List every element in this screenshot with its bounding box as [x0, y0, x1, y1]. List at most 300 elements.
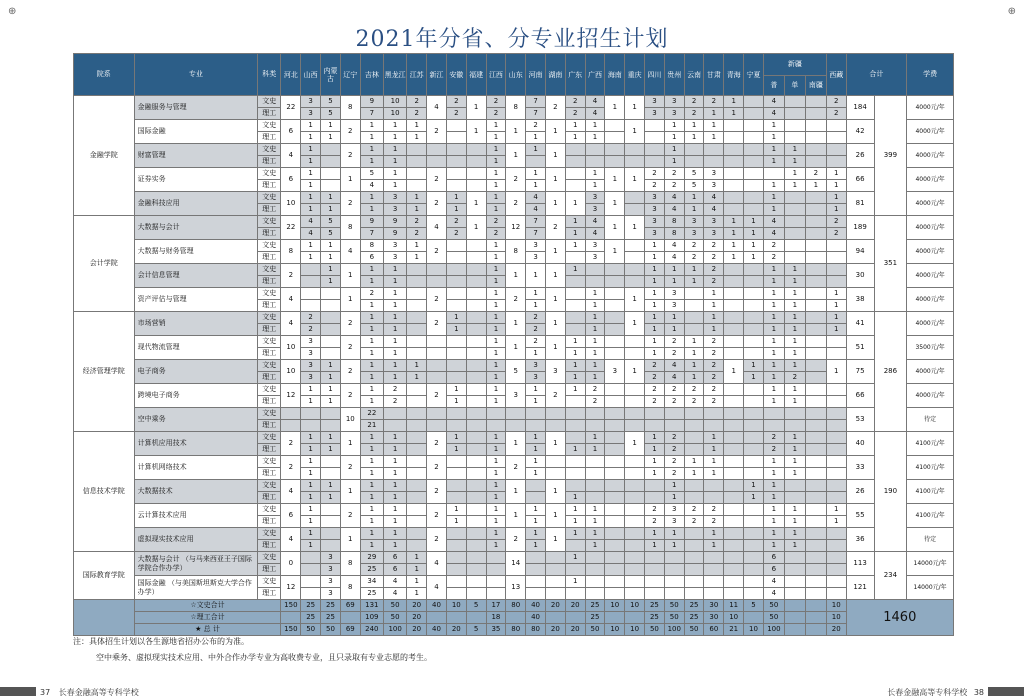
value-cell: 1: [763, 360, 784, 372]
value-cell: [826, 276, 846, 288]
value-cell: [684, 144, 704, 156]
merged-value-cell: 2: [427, 456, 447, 480]
value-cell: [744, 432, 764, 444]
value-cell: [301, 408, 321, 420]
value-cell: 2: [645, 516, 665, 528]
value-cell: 1: [565, 552, 585, 564]
value-cell: [565, 432, 585, 444]
value-cell: 1: [763, 384, 784, 396]
value-cell: 1: [383, 516, 406, 528]
major-total: 36: [846, 528, 874, 552]
value-cell: [407, 396, 427, 408]
value-cell: [724, 408, 744, 420]
tuition-fee: 待定: [907, 528, 954, 552]
value-cell: [545, 420, 565, 432]
value-cell: 5: [321, 108, 341, 120]
value-cell: 1: [383, 468, 406, 480]
value-cell: [744, 516, 764, 528]
value-cell: [684, 432, 704, 444]
value-cell: 2: [826, 228, 846, 240]
value-cell: 1: [360, 528, 383, 540]
merged-value-cell: 8: [506, 240, 526, 264]
subject-cell: 理工: [258, 108, 281, 120]
table-row: [74, 120, 954, 132]
value-cell: 4: [763, 108, 784, 120]
value-cell: 1: [684, 468, 704, 480]
summary-value: 150: [281, 600, 301, 612]
value-cell: 1: [383, 168, 406, 180]
value-cell: 1: [486, 264, 506, 276]
value-cell: 1: [360, 264, 383, 276]
value-cell: 1: [684, 204, 704, 216]
value-cell: [684, 420, 704, 432]
summary-value: 109: [360, 612, 383, 624]
merged-value-cell: 8: [340, 216, 360, 240]
value-cell: 7: [526, 108, 546, 120]
summary-value: 25: [645, 600, 665, 612]
summary-value: 60: [704, 624, 724, 636]
value-cell: [565, 588, 585, 600]
value-cell: 1: [763, 456, 784, 468]
value-cell: 1: [446, 324, 466, 336]
value-cell: 4: [383, 588, 406, 600]
value-cell: 2: [645, 180, 665, 192]
value-cell: [466, 564, 486, 576]
value-cell: 1: [321, 360, 341, 372]
value-cell: 3: [704, 228, 724, 240]
major-total: 33: [846, 456, 874, 480]
value-cell: 2: [645, 360, 665, 372]
value-cell: [466, 348, 486, 360]
header-province: 山西: [301, 54, 321, 96]
subject-cell: 文史: [258, 480, 281, 492]
value-cell: [805, 480, 826, 492]
merged-value-cell: 2: [340, 504, 360, 528]
value-cell: [526, 552, 546, 564]
value-cell: [407, 144, 427, 156]
value-cell: [826, 120, 846, 132]
value-cell: 1: [321, 480, 341, 492]
value-cell: 3: [321, 576, 341, 588]
value-cell: [744, 552, 764, 564]
value-cell: [826, 480, 846, 492]
value-cell: [724, 480, 744, 492]
value-cell: [805, 204, 826, 216]
value-cell: [744, 132, 764, 144]
value-cell: [605, 492, 625, 504]
summary-value: 50: [664, 612, 684, 624]
table-row: [74, 312, 954, 324]
value-cell: 1: [565, 528, 585, 540]
value-cell: 2: [684, 516, 704, 528]
value-cell: [407, 336, 427, 348]
merged-value-cell: 1: [625, 432, 645, 456]
value-cell: [565, 468, 585, 480]
value-cell: [301, 276, 321, 288]
header-fee: 学费: [907, 54, 954, 96]
value-cell: [605, 336, 625, 348]
value-cell: [526, 420, 546, 432]
value-cell: 4: [664, 192, 684, 204]
value-cell: 1: [486, 480, 506, 492]
value-cell: [526, 492, 546, 504]
summary-value: [784, 612, 805, 624]
merged-value-cell: 4: [427, 216, 447, 240]
merged-value-cell: 1: [545, 480, 565, 504]
value-cell: [565, 144, 585, 156]
value-cell: [321, 504, 341, 516]
value-cell: [744, 468, 764, 480]
value-cell: [826, 384, 846, 396]
value-cell: [724, 156, 744, 168]
value-cell: [605, 576, 625, 588]
value-cell: [446, 372, 466, 384]
value-cell: 1: [321, 252, 341, 264]
value-cell: 1: [383, 480, 406, 492]
value-cell: 1: [486, 240, 506, 252]
value-cell: [605, 564, 625, 576]
subject-cell: 文史: [258, 432, 281, 444]
value-cell: 1: [704, 120, 724, 132]
major-total: 51: [846, 336, 874, 360]
major-name: 计算机网络技术: [134, 456, 258, 480]
subject-cell: 文史: [258, 288, 281, 300]
subject-cell: 文史: [258, 144, 281, 156]
value-cell: [605, 120, 625, 132]
value-cell: [744, 324, 764, 336]
value-cell: [805, 468, 826, 480]
value-cell: [486, 588, 506, 600]
value-cell: [427, 336, 447, 348]
value-cell: 1: [645, 252, 665, 264]
value-cell: 1: [486, 540, 506, 552]
value-cell: 1: [784, 540, 805, 552]
merged-value-cell: 2: [281, 264, 301, 288]
value-cell: 3: [704, 168, 724, 180]
value-cell: 1: [407, 372, 427, 384]
value-cell: 4: [383, 576, 406, 588]
tuition-fee: 4100元/年: [907, 504, 954, 528]
value-cell: 2: [664, 180, 684, 192]
value-cell: 1: [826, 168, 846, 180]
header-province: 新江: [427, 54, 447, 96]
value-cell: [684, 564, 704, 576]
value-cell: 1: [301, 540, 321, 552]
value-cell: [744, 156, 764, 168]
value-cell: [446, 576, 466, 588]
value-cell: [805, 300, 826, 312]
value-cell: 1: [763, 288, 784, 300]
value-cell: [446, 336, 466, 348]
value-cell: 22: [360, 408, 383, 420]
value-cell: 1: [724, 96, 744, 108]
value-cell: 1: [585, 444, 605, 456]
value-cell: [281, 420, 301, 432]
major-name: 大数据与会计 （与马来西亚王子国际学院合作办学）: [134, 552, 258, 576]
summary-value: 50: [585, 624, 605, 636]
value-cell: [446, 180, 466, 192]
merged-value-cell: 1: [506, 480, 526, 504]
value-cell: [664, 408, 684, 420]
value-cell: 4: [664, 360, 684, 372]
value-cell: [805, 312, 826, 324]
value-cell: 1: [684, 348, 704, 360]
value-cell: [826, 456, 846, 468]
value-cell: [826, 444, 846, 456]
table-row: [74, 480, 954, 492]
value-cell: [466, 396, 486, 408]
value-cell: [545, 564, 565, 576]
major-total: 53: [846, 408, 874, 432]
value-cell: [805, 228, 826, 240]
summary-value: 18: [486, 612, 506, 624]
summary-value: 5: [744, 600, 764, 612]
subject-cell: 理工: [258, 588, 281, 600]
value-cell: 1: [526, 288, 546, 300]
subject-cell: 理工: [258, 564, 281, 576]
value-cell: 2: [704, 372, 724, 384]
value-cell: 3: [383, 252, 406, 264]
value-cell: [605, 156, 625, 168]
value-cell: [625, 480, 645, 492]
merged-value-cell: 6: [281, 168, 301, 192]
table-row: [74, 336, 954, 348]
header-xinjiang-sub: 单: [784, 76, 805, 96]
value-cell: [466, 420, 486, 432]
value-cell: 1: [664, 156, 684, 168]
value-cell: 1: [585, 528, 605, 540]
value-cell: [446, 588, 466, 600]
value-cell: [744, 276, 764, 288]
value-cell: 1: [526, 384, 546, 396]
value-cell: [805, 192, 826, 204]
value-cell: [784, 480, 805, 492]
tuition-fee: 4000元/年: [907, 240, 954, 264]
value-cell: 1: [301, 432, 321, 444]
header-province: 宁夏: [744, 54, 764, 96]
value-cell: 2: [664, 444, 684, 456]
summary-label: ☆理工合计: [134, 612, 281, 624]
value-cell: [724, 144, 744, 156]
summary-value: 69: [340, 600, 360, 612]
value-cell: 1: [301, 252, 321, 264]
subject-cell: 文史: [258, 264, 281, 276]
value-cell: [784, 552, 805, 564]
merged-value-cell: 2: [340, 144, 360, 168]
value-cell: 1: [360, 516, 383, 528]
value-cell: [625, 564, 645, 576]
value-cell: 1: [763, 312, 784, 324]
value-cell: [684, 528, 704, 540]
value-cell: [744, 312, 764, 324]
merged-value-cell: 2: [427, 384, 447, 408]
value-cell: 1: [383, 492, 406, 504]
subject-cell: 文史: [258, 216, 281, 228]
value-cell: [625, 492, 645, 504]
value-cell: [605, 312, 625, 324]
major-name: 虚拟现实技术应用: [134, 528, 258, 552]
value-cell: 1: [360, 132, 383, 144]
merged-value-cell: 1: [625, 288, 645, 312]
subject-cell: 理工: [258, 492, 281, 504]
subject-cell: 文史: [258, 384, 281, 396]
value-cell: [585, 276, 605, 288]
value-cell: [625, 408, 645, 420]
subject-cell: 理工: [258, 132, 281, 144]
value-cell: [466, 312, 486, 324]
value-cell: 1: [486, 336, 506, 348]
value-cell: [446, 348, 466, 360]
value-cell: 1: [360, 396, 383, 408]
value-cell: [724, 432, 744, 444]
merged-value-cell: 2: [340, 456, 360, 480]
value-cell: [724, 312, 744, 324]
value-cell: [466, 576, 486, 588]
value-cell: [446, 492, 466, 504]
header-province: 四川: [645, 54, 665, 96]
value-cell: [565, 300, 585, 312]
value-cell: 1: [784, 504, 805, 516]
value-cell: [724, 120, 744, 132]
value-cell: 1: [321, 276, 341, 288]
value-cell: 1: [784, 168, 805, 180]
major-total: 66: [846, 384, 874, 408]
value-cell: [763, 168, 784, 180]
value-cell: 1: [645, 540, 665, 552]
value-cell: [805, 276, 826, 288]
tuition-fee: 4000元/年: [907, 120, 954, 144]
value-cell: 2: [446, 108, 466, 120]
value-cell: 1: [301, 180, 321, 192]
value-cell: 2: [383, 396, 406, 408]
value-cell: 1: [407, 120, 427, 132]
subject-cell: 文史: [258, 192, 281, 204]
value-cell: [826, 396, 846, 408]
value-cell: 1: [486, 144, 506, 156]
value-cell: [407, 504, 427, 516]
value-cell: [407, 348, 427, 360]
value-cell: [446, 408, 466, 420]
value-cell: [427, 156, 447, 168]
value-cell: 1: [321, 240, 341, 252]
major-total: 75: [846, 360, 874, 384]
subject-cell: 理工: [258, 300, 281, 312]
value-cell: 7: [360, 228, 383, 240]
tuition-fee: 4100元/年: [907, 480, 954, 504]
value-cell: 3: [645, 192, 665, 204]
value-cell: [684, 492, 704, 504]
value-cell: 3: [664, 288, 684, 300]
value-cell: [826, 240, 846, 252]
value-cell: [744, 300, 764, 312]
major-total: 55: [846, 504, 874, 528]
value-cell: 1: [784, 516, 805, 528]
summary-value: 20: [407, 624, 427, 636]
value-cell: [585, 564, 605, 576]
value-cell: [744, 456, 764, 468]
value-cell: 1: [383, 288, 406, 300]
value-cell: 1: [826, 192, 846, 204]
value-cell: 1: [383, 180, 406, 192]
value-cell: 1: [704, 432, 724, 444]
value-cell: [427, 264, 447, 276]
value-cell: [826, 492, 846, 504]
value-cell: [805, 360, 826, 372]
summary-value: 10: [605, 624, 625, 636]
value-cell: [446, 288, 466, 300]
value-cell: [585, 456, 605, 468]
value-cell: [466, 432, 486, 444]
value-cell: 1: [704, 312, 724, 324]
value-cell: 4: [585, 228, 605, 240]
subject-cell: 文史: [258, 504, 281, 516]
value-cell: [805, 504, 826, 516]
value-cell: 1: [301, 240, 321, 252]
value-cell: 1: [684, 192, 704, 204]
value-cell: [645, 156, 665, 168]
value-cell: 25: [360, 588, 383, 600]
department-total: 190: [874, 432, 907, 552]
value-cell: 1: [744, 228, 764, 240]
summary-value: 10: [605, 600, 625, 612]
value-cell: [684, 408, 704, 420]
value-cell: 3: [664, 108, 684, 120]
tuition-fee: 3500元/年: [907, 336, 954, 360]
value-cell: 5: [321, 216, 341, 228]
value-cell: [805, 144, 826, 156]
footer-school-right: 长春金融高等专科学校: [887, 688, 968, 697]
value-cell: 1: [763, 468, 784, 480]
summary-value: 10: [826, 612, 846, 624]
summary-value: 100: [763, 624, 784, 636]
value-cell: [664, 588, 684, 600]
header-province: 福建: [466, 54, 486, 96]
merged-value-cell: 1: [545, 192, 565, 216]
value-cell: 1: [585, 540, 605, 552]
subject-cell: 文史: [258, 408, 281, 420]
value-cell: 1: [486, 456, 506, 468]
value-cell: [826, 576, 846, 588]
value-cell: [684, 540, 704, 552]
value-cell: 1: [585, 348, 605, 360]
value-cell: [427, 276, 447, 288]
value-cell: 2: [763, 432, 784, 444]
value-cell: 3: [704, 180, 724, 192]
value-cell: [565, 456, 585, 468]
summary-value: 11: [724, 600, 744, 612]
value-cell: 1: [724, 252, 744, 264]
value-cell: [545, 408, 565, 420]
value-cell: [724, 396, 744, 408]
merged-value-cell: 2: [427, 312, 447, 336]
value-cell: 1: [784, 360, 805, 372]
value-cell: [301, 420, 321, 432]
value-cell: [684, 288, 704, 300]
merged-value-cell: 8: [340, 96, 360, 120]
value-cell: 1: [321, 444, 341, 456]
value-cell: [466, 288, 486, 300]
merged-value-cell: 4: [427, 552, 447, 576]
merged-value-cell: 1: [506, 264, 526, 288]
value-cell: 2: [585, 384, 605, 396]
value-cell: 1: [784, 312, 805, 324]
table-row: [74, 576, 954, 588]
value-cell: 1: [301, 120, 321, 132]
merged-value-cell: 12: [281, 576, 301, 600]
major-name: 财富管理: [134, 144, 258, 168]
value-cell: 1: [301, 456, 321, 468]
tuition-fee: 4000元/年: [907, 216, 954, 240]
